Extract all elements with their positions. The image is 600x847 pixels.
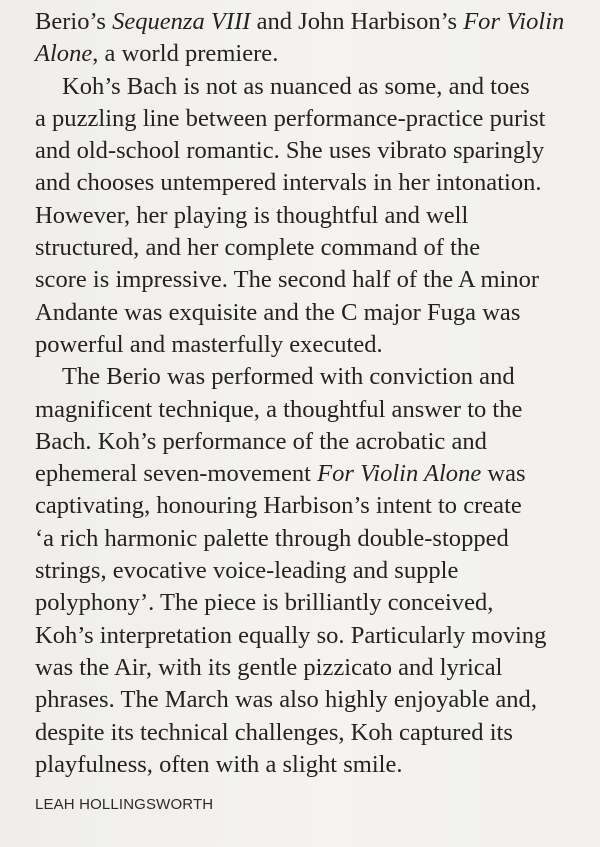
article-line: However, her playing is thoughtful and well: [35, 201, 469, 229]
article-line: Alone, a world premiere.: [35, 40, 279, 68]
article-line: structured, and her complete command of the: [35, 234, 481, 262]
article-line: Koh’s interpretation equally so. Particularly moving: [35, 621, 547, 649]
article-line: and chooses untempered intervals in her intonation.: [35, 169, 542, 197]
article-line: polyphony’. The piece is brilliantly conceived,: [35, 589, 494, 617]
article-line: was the Air, with its gentle pizzicato and lyrical: [35, 653, 503, 681]
article-line: magnificent technique, a thoughtful answer to the: [35, 395, 523, 423]
article-line: Andante was exquisite and the C major Fuga was: [35, 298, 521, 326]
article-line: playfulness, often with a slight smile.: [35, 750, 403, 778]
author-byline: LEAH HOLLINGSWORTH: [35, 796, 214, 813]
article-line: phrases. The March was also highly enjoyable and,: [35, 686, 537, 714]
article-line: ‘a rich harmonic palette through double-stopped: [35, 524, 509, 552]
article-line: and old-school romantic. She uses vibrato sparingly: [35, 137, 545, 165]
article-line: score is impressive. The second half of the A minor: [35, 266, 540, 294]
article-line: ephemeral seven-movement For Violin Alone was: [35, 460, 526, 488]
article-line: a puzzling line between performance-practice purist: [35, 104, 546, 132]
article-line: powerful and masterfully executed.: [35, 330, 383, 358]
paragraph-start-line: The Berio was performed with conviction and: [62, 363, 515, 391]
article-line: strings, evocative voice-leading and supple: [35, 557, 459, 585]
article-line: captivating, honouring Harbison’s intent to create: [35, 492, 522, 520]
paragraph-start-line: Koh’s Bach is not as nuanced as some, and toes: [62, 72, 530, 100]
article-line: despite its technical challenges, Koh captured its: [35, 718, 513, 746]
article-line: Berio’s Sequenza VIII and John Harbison’s For Violin: [35, 8, 565, 35]
article-line: Bach. Koh’s performance of the acrobatic and: [35, 427, 487, 455]
review-article: [35, 6, 587, 781]
